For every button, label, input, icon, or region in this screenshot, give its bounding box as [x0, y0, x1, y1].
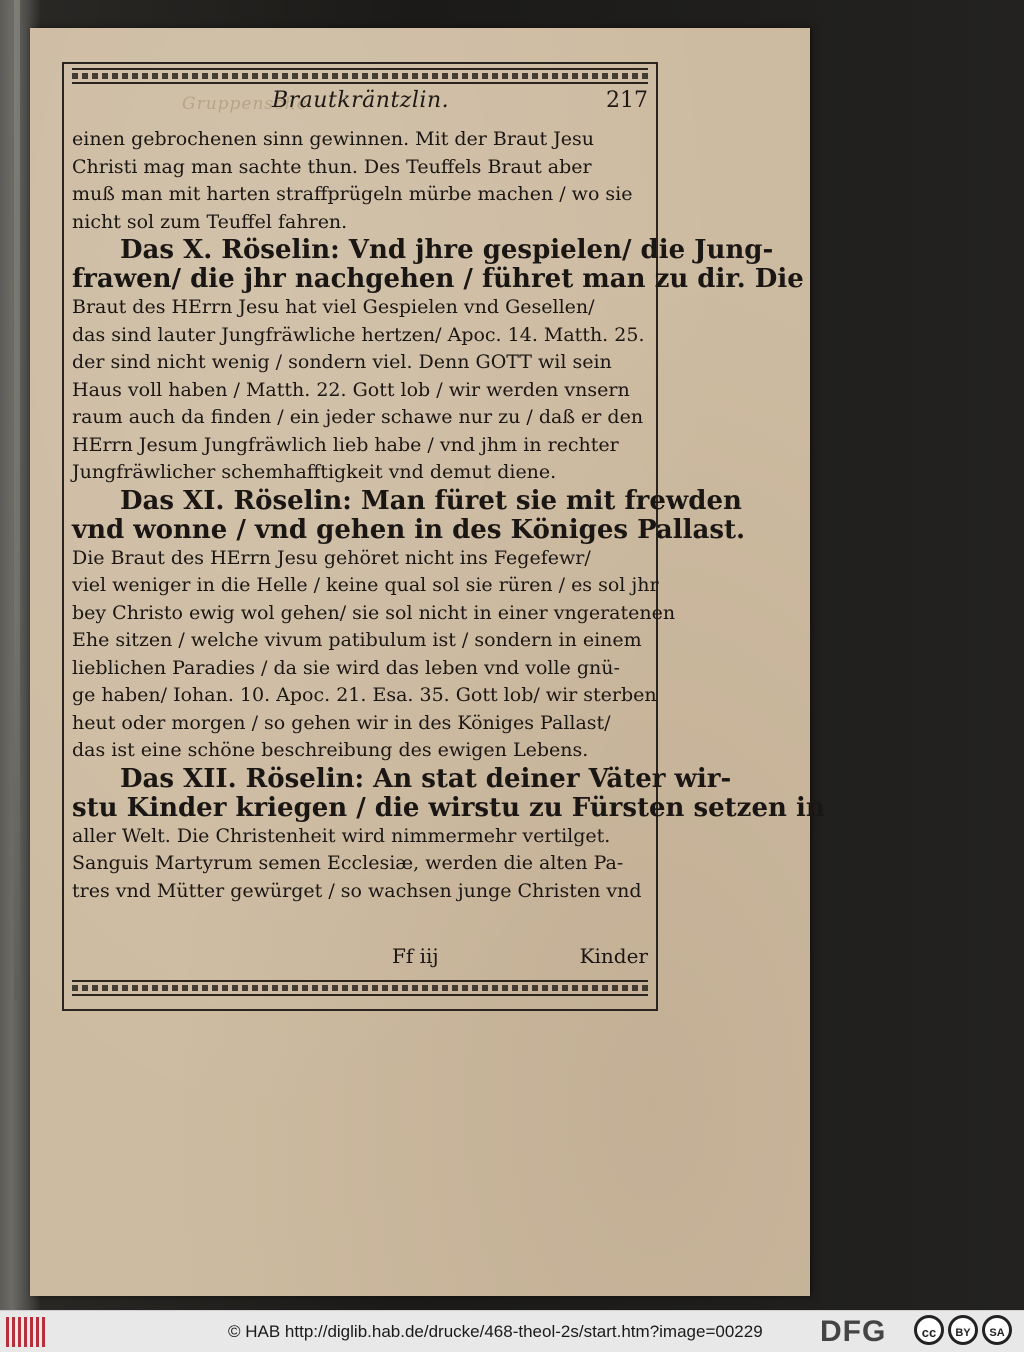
viewer-footer	[0, 1310, 1024, 1352]
text-line: Haus voll haben / Matth. 22. Gott lob / wir werden vnsern	[72, 378, 630, 401]
text-line: HErrn Jesum Jungfräwlich lieb habe / vnd jhm in rechter	[72, 433, 619, 456]
body-text	[72, 126, 825, 905]
text-line: das ist eine schöne beschreibung des ewigen Lebens.	[72, 739, 589, 761]
section-heading-line: Das XI. Röselin: Man füret sie mit frewden	[120, 485, 742, 516]
running-title: Brautkräntzlin.	[272, 88, 450, 113]
text-line: Sanguis Martyrum semen Ecclesiæ, werden die alten Pa-	[72, 852, 624, 874]
text-line: Ehe sitzen / welche vivum patibulum ist / sondern in einem	[72, 629, 642, 651]
text-line: viel weniger in die Helle / keine qual sol sie rüren / es sol jhr	[72, 574, 659, 596]
text-line: Die Braut des HErrn Jesu gehöret nicht ins Fegefewr/	[72, 546, 591, 569]
share-alike-icon: SA	[982, 1315, 1012, 1345]
page-number: 217	[606, 88, 648, 113]
source-link[interactable]: © HAB http://diglib.hab.de/drucke/468-theol-2s/start.htm?image=00229	[228, 1322, 763, 1341]
top-ornament-rule	[72, 68, 648, 84]
cc-license-badge[interactable]	[914, 1315, 1014, 1349]
text-line: raum auch da finden / ein jeder schawe nur zu / daß er den	[72, 406, 644, 428]
signature-mark: Ff iij	[392, 944, 439, 968]
text-line: das sind lauter Jungfräwliche hertzen/ Apoc. 14. Matth. 25.	[72, 323, 645, 346]
text-line: Braut des HErrn Jesu hat viel Gespielen vnd Gesellen/	[72, 296, 595, 318]
cc-icon: cc	[914, 1315, 944, 1345]
section-heading-line: Das XII. Röselin: An stat deiner Väter wir-	[120, 763, 732, 794]
dfg-logo: DFG	[820, 1315, 887, 1348]
hab-logo-icon	[6, 1317, 46, 1347]
text-line: ge haben/ Iohan. 10. Apoc. 21. Esa. 35. Gott lob/ wir sterben	[72, 684, 657, 706]
text-line: lieblichen Paradies / da sie wird das leben vnd volle gnü-	[72, 656, 620, 679]
text-line: tres vnd Mütter gewürget / so wachsen junge Christen vnd	[72, 879, 642, 902]
section-heading-line: stu Kinder kriegen / die wirstu zu Fürsten setzen in	[72, 792, 825, 823]
text-line: muß man mit harten straffprügeln mürbe machen / wo sie	[72, 183, 633, 205]
running-header	[72, 88, 648, 124]
section-heading-line: Das X. Röselin: Vnd jhre gespielen/ die Jung-	[120, 235, 774, 265]
section-heading-line: vnd wonne / vnd gehen in des Königes Pallast.	[72, 514, 746, 545]
section-heading-line: frawen/ die jhr nachgehen / führet man zu dir. Die	[72, 264, 804, 294]
text-line: Jungfräwlicher schemhafftigkeit vnd demut diene.	[72, 461, 557, 483]
text-line: aller Welt. Die Christenheit wird nimmermehr vertilget.	[72, 824, 611, 847]
text-line: bey Christo ewig wol gehen/ sie sol nicht in einer vngeratenen	[72, 601, 676, 624]
text-line: der sind nicht wenig / sondern viel. Denn GOTT wil sein	[72, 351, 612, 373]
text-line: Christi mag man sachte thun. Des Teuffels Braut aber	[72, 155, 592, 178]
catchword-line	[72, 944, 648, 972]
text-line: einen gebrochenen sinn gewinnen. Mit der Braut Jesu	[72, 128, 595, 150]
text-line: nicht sol zum Teuffel fahren.	[72, 210, 348, 233]
bottom-ornament-rule	[72, 980, 648, 996]
catchword: Kinder	[579, 944, 648, 968]
text-line: heut oder morgen / so gehen wir in des Königes Pallast/	[72, 711, 611, 734]
attribution-icon: BY	[948, 1315, 978, 1345]
bleed-through-text: Gruppensche	[182, 94, 308, 114]
